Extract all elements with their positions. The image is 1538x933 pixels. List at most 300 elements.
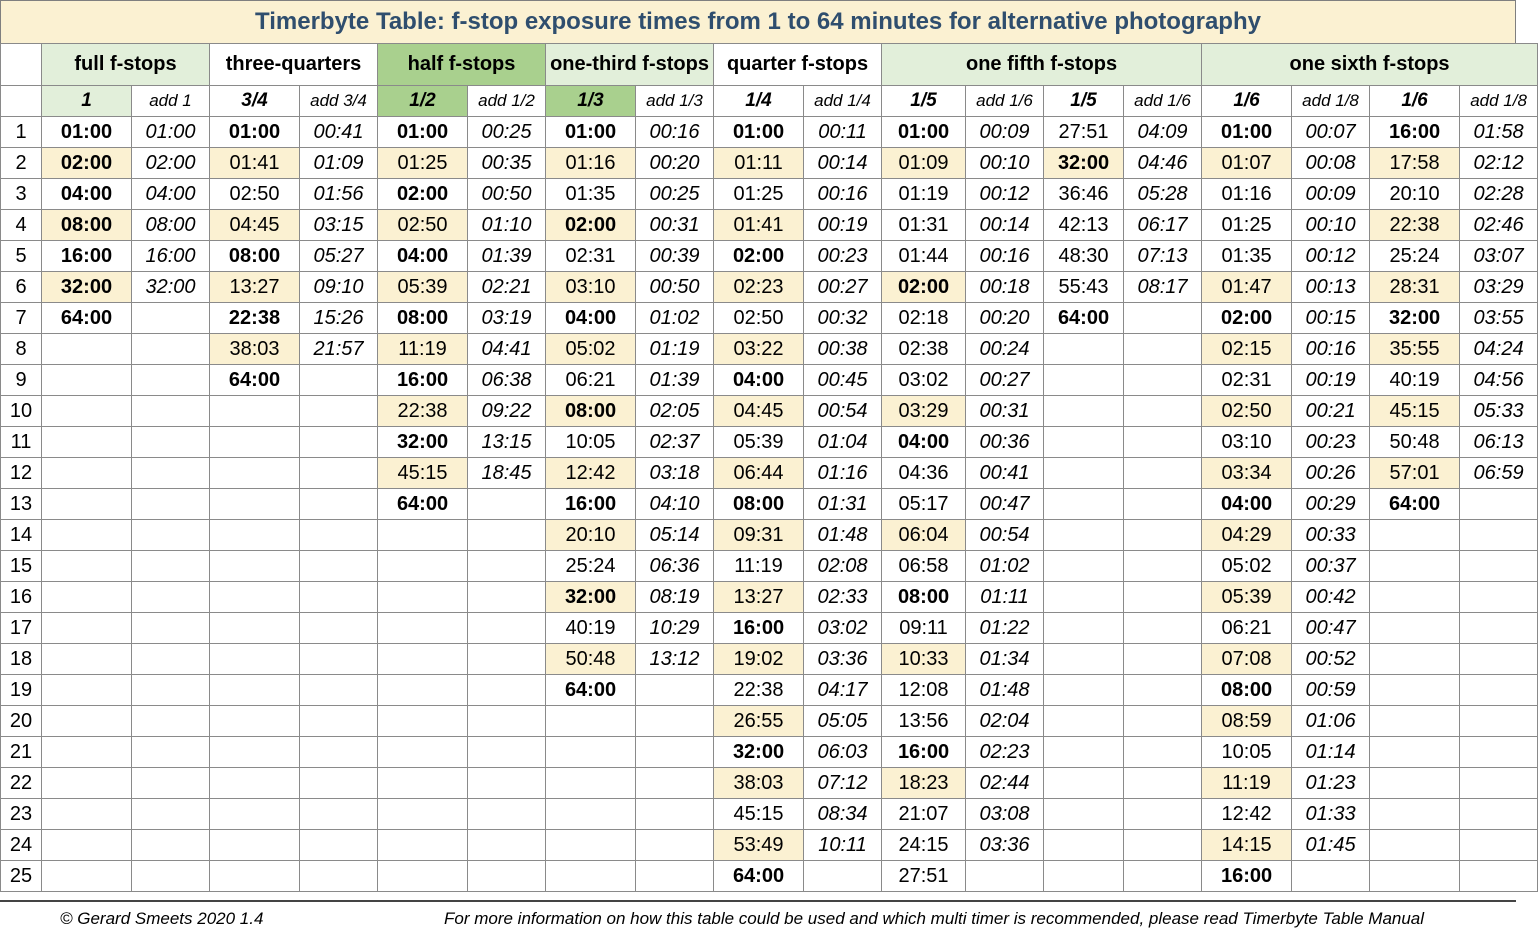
table-cell: 00:42 bbox=[1292, 582, 1370, 613]
table-row bbox=[1, 334, 1538, 365]
table-cell: 00:29 bbox=[1292, 489, 1370, 520]
table-cell bbox=[1044, 706, 1124, 737]
table-cell: 16:00 bbox=[1370, 117, 1460, 148]
table-cell bbox=[1460, 799, 1538, 830]
table-cell: 01:31 bbox=[882, 210, 966, 241]
table-cell: 02:00 bbox=[132, 148, 210, 179]
table-cell: 45:15 bbox=[1370, 396, 1460, 427]
table-cell: 04:00 bbox=[132, 179, 210, 210]
table-cell bbox=[42, 582, 132, 613]
column-header: add 1/3 bbox=[636, 86, 714, 117]
table-cell bbox=[1124, 644, 1202, 675]
table-cell bbox=[1044, 799, 1124, 830]
table-cell: 01:22 bbox=[966, 613, 1044, 644]
table-cell: 38:03 bbox=[210, 334, 300, 365]
table-cell bbox=[300, 582, 378, 613]
table-cell: 06:03 bbox=[804, 737, 882, 768]
table-cell bbox=[1370, 830, 1460, 861]
table-cell bbox=[210, 861, 300, 892]
table-cell: 01:25 bbox=[378, 148, 468, 179]
table-cell: 01:34 bbox=[966, 644, 1044, 675]
table-cell bbox=[300, 706, 378, 737]
table-cell: 50:48 bbox=[1370, 427, 1460, 458]
table-cell bbox=[468, 675, 546, 706]
table-cell: 25:24 bbox=[1370, 241, 1460, 272]
table-cell: 10:05 bbox=[546, 427, 636, 458]
table-row bbox=[1, 365, 1538, 396]
table-cell: 04:09 bbox=[1124, 117, 1202, 148]
table-cell bbox=[210, 582, 300, 613]
table-cell bbox=[1370, 861, 1460, 892]
table-cell bbox=[300, 489, 378, 520]
table-cell: 20:10 bbox=[546, 520, 636, 551]
table-cell: 00:25 bbox=[468, 117, 546, 148]
table-cell: 02:05 bbox=[636, 396, 714, 427]
table-cell: 10:29 bbox=[636, 613, 714, 644]
table-cell: 04:00 bbox=[42, 179, 132, 210]
table-cell bbox=[1044, 396, 1124, 427]
table-cell bbox=[132, 334, 210, 365]
table-cell: 08:17 bbox=[1124, 272, 1202, 303]
table-cell bbox=[42, 551, 132, 582]
table-cell: 06:21 bbox=[1202, 613, 1292, 644]
table-cell: 01:41 bbox=[210, 148, 300, 179]
column-header: add 1/6 bbox=[1124, 86, 1202, 117]
table-cell: 02:04 bbox=[966, 706, 1044, 737]
table-cell: 06:04 bbox=[882, 520, 966, 551]
table-cell bbox=[42, 644, 132, 675]
table-cell: 13:12 bbox=[636, 644, 714, 675]
table-cell: 02:15 bbox=[1202, 334, 1292, 365]
table-cell: 45:15 bbox=[378, 458, 468, 489]
table-cell: 27:51 bbox=[1044, 117, 1124, 148]
corner-cell bbox=[1, 44, 42, 86]
table-cell: 03:19 bbox=[468, 303, 546, 334]
table-cell: 00:16 bbox=[1292, 334, 1370, 365]
table-cell bbox=[1370, 613, 1460, 644]
table-cell: 40:19 bbox=[546, 613, 636, 644]
table-cell bbox=[132, 582, 210, 613]
column-header: 1/2 bbox=[378, 86, 468, 117]
table-cell bbox=[636, 706, 714, 737]
table-cell bbox=[1044, 427, 1124, 458]
group-header: one-third f-stops bbox=[546, 44, 714, 86]
table-cell bbox=[1124, 396, 1202, 427]
table-cell bbox=[1124, 365, 1202, 396]
table-cell: 06:21 bbox=[546, 365, 636, 396]
row-number: 22 bbox=[1, 768, 42, 799]
table-cell bbox=[42, 489, 132, 520]
table-cell bbox=[468, 861, 546, 892]
table-cell bbox=[1370, 551, 1460, 582]
table-cell bbox=[1370, 644, 1460, 675]
table-cell: 01:07 bbox=[1202, 148, 1292, 179]
table-cell bbox=[1044, 551, 1124, 582]
table-cell: 13:15 bbox=[468, 427, 546, 458]
table-cell: 06:59 bbox=[1460, 458, 1538, 489]
row-number: 18 bbox=[1, 644, 42, 675]
table-cell: 13:27 bbox=[714, 582, 804, 613]
table-cell: 27:51 bbox=[882, 861, 966, 892]
table-cell: 48:30 bbox=[1044, 241, 1124, 272]
table-cell: 04:10 bbox=[636, 489, 714, 520]
table-cell: 01:09 bbox=[882, 148, 966, 179]
table-cell bbox=[1370, 768, 1460, 799]
table-cell bbox=[1044, 365, 1124, 396]
table-cell: 03:15 bbox=[300, 210, 378, 241]
table-cell: 08:34 bbox=[804, 799, 882, 830]
table-cell: 01:11 bbox=[966, 582, 1044, 613]
row-number: 25 bbox=[1, 861, 42, 892]
table-row bbox=[1, 675, 1538, 706]
table-cell bbox=[468, 706, 546, 737]
table-cell bbox=[1124, 706, 1202, 737]
table-cell: 04:17 bbox=[804, 675, 882, 706]
table-cell: 00:07 bbox=[1292, 117, 1370, 148]
table-cell: 00:25 bbox=[636, 179, 714, 210]
table-cell: 03:34 bbox=[1202, 458, 1292, 489]
table-cell: 57:01 bbox=[1370, 458, 1460, 489]
table-cell: 00:33 bbox=[1292, 520, 1370, 551]
table-cell bbox=[300, 737, 378, 768]
table-row bbox=[1, 768, 1538, 799]
table-cell: 16:00 bbox=[1202, 861, 1292, 892]
table-cell: 01:00 bbox=[378, 117, 468, 148]
table-cell: 00:27 bbox=[966, 365, 1044, 396]
table-cell bbox=[1124, 861, 1202, 892]
table-cell bbox=[1124, 489, 1202, 520]
table-cell bbox=[300, 768, 378, 799]
row-number: 12 bbox=[1, 458, 42, 489]
table-cell: 01:23 bbox=[1292, 768, 1370, 799]
table-row bbox=[1, 799, 1538, 830]
table-row bbox=[1, 551, 1538, 582]
table-cell: 00:41 bbox=[300, 117, 378, 148]
row-number: 23 bbox=[1, 799, 42, 830]
table-row bbox=[1, 644, 1538, 675]
table-cell: 00:37 bbox=[1292, 551, 1370, 582]
table-cell bbox=[132, 458, 210, 489]
table-cell bbox=[378, 613, 468, 644]
table-cell: 01:39 bbox=[468, 241, 546, 272]
table-cell: 00:35 bbox=[468, 148, 546, 179]
table-cell bbox=[468, 582, 546, 613]
table-cell: 00:50 bbox=[636, 272, 714, 303]
table-cell: 00:50 bbox=[468, 179, 546, 210]
table-cell bbox=[468, 799, 546, 830]
table-cell bbox=[1124, 303, 1202, 334]
table-cell bbox=[1292, 861, 1370, 892]
table-cell bbox=[1460, 551, 1538, 582]
table-cell bbox=[1460, 737, 1538, 768]
table-cell bbox=[636, 737, 714, 768]
table-cell bbox=[210, 489, 300, 520]
row-number: 1 bbox=[1, 117, 42, 148]
table-cell bbox=[636, 861, 714, 892]
table-cell bbox=[42, 520, 132, 551]
footer-note: For more information on how this table could be used and which multi timer is recommended, please read Timerbyte Table Manual bbox=[444, 909, 1425, 928]
table-cell: 01:19 bbox=[882, 179, 966, 210]
table-cell: 00:47 bbox=[1292, 613, 1370, 644]
table-cell bbox=[132, 551, 210, 582]
table-cell bbox=[636, 830, 714, 861]
table-cell: 19:02 bbox=[714, 644, 804, 675]
table-cell: 01:35 bbox=[1202, 241, 1292, 272]
table-cell bbox=[1124, 458, 1202, 489]
table-cell: 64:00 bbox=[378, 489, 468, 520]
table-cell: 00:12 bbox=[1292, 241, 1370, 272]
table-cell bbox=[1460, 861, 1538, 892]
table-cell: 35:55 bbox=[1370, 334, 1460, 365]
table-cell: 01:04 bbox=[804, 427, 882, 458]
table-row bbox=[1, 830, 1538, 861]
table-cell: 00:21 bbox=[1292, 396, 1370, 427]
table-cell: 00:16 bbox=[804, 179, 882, 210]
table-cell: 42:13 bbox=[1044, 210, 1124, 241]
table-cell bbox=[378, 768, 468, 799]
column-header: add 1/2 bbox=[468, 86, 546, 117]
table-cell bbox=[42, 830, 132, 861]
table-cell: 64:00 bbox=[1044, 303, 1124, 334]
table-cell bbox=[132, 861, 210, 892]
table-cell: 08:00 bbox=[42, 210, 132, 241]
table-cell bbox=[42, 396, 132, 427]
table-cell: 20:10 bbox=[1370, 179, 1460, 210]
table-cell: 64:00 bbox=[546, 675, 636, 706]
table-cell: 03:07 bbox=[1460, 241, 1538, 272]
table-cell bbox=[1044, 675, 1124, 706]
footer-credit: © Gerard Smeets 2020 1.4 bbox=[60, 909, 264, 928]
table-cell: 45:15 bbox=[714, 799, 804, 830]
table-cell bbox=[42, 427, 132, 458]
table-cell bbox=[468, 830, 546, 861]
table-cell bbox=[210, 458, 300, 489]
table-cell: 02:23 bbox=[966, 737, 1044, 768]
table-cell: 16:00 bbox=[42, 241, 132, 272]
table-cell: 02:00 bbox=[714, 241, 804, 272]
table-cell: 00:19 bbox=[804, 210, 882, 241]
table-cell bbox=[300, 644, 378, 675]
table-cell bbox=[1044, 520, 1124, 551]
table-cell bbox=[132, 427, 210, 458]
row-number: 4 bbox=[1, 210, 42, 241]
table-cell bbox=[210, 396, 300, 427]
column-header: add 1/6 bbox=[966, 86, 1044, 117]
table-cell: 01:00 bbox=[882, 117, 966, 148]
table-cell bbox=[1124, 768, 1202, 799]
table-cell: 01:16 bbox=[546, 148, 636, 179]
table-cell bbox=[1460, 582, 1538, 613]
table-cell bbox=[546, 768, 636, 799]
table-cell bbox=[132, 830, 210, 861]
table-cell bbox=[1370, 675, 1460, 706]
table-cell: 06:36 bbox=[636, 551, 714, 582]
table-cell: 00:41 bbox=[966, 458, 1044, 489]
table-cell: 07:13 bbox=[1124, 241, 1202, 272]
column-header: add 1 bbox=[132, 86, 210, 117]
table-cell bbox=[1124, 613, 1202, 644]
table-cell: 01:10 bbox=[468, 210, 546, 241]
table-cell: 32:00 bbox=[378, 427, 468, 458]
table-cell bbox=[1044, 768, 1124, 799]
table-cell: 07:08 bbox=[1202, 644, 1292, 675]
table-cell bbox=[1044, 334, 1124, 365]
table-cell: 04:00 bbox=[882, 427, 966, 458]
table-cell: 01:16 bbox=[804, 458, 882, 489]
table-cell: 14:15 bbox=[1202, 830, 1292, 861]
table-cell: 02:12 bbox=[1460, 148, 1538, 179]
table-cell: 00:16 bbox=[636, 117, 714, 148]
table-cell: 32:00 bbox=[132, 272, 210, 303]
table-cell: 04:46 bbox=[1124, 148, 1202, 179]
table-cell: 00:26 bbox=[1292, 458, 1370, 489]
table-cell bbox=[636, 675, 714, 706]
table-cell: 08:59 bbox=[1202, 706, 1292, 737]
table-cell: 01:56 bbox=[300, 179, 378, 210]
table-cell: 08:00 bbox=[210, 241, 300, 272]
table-cell: 18:23 bbox=[882, 768, 966, 799]
table-cell: 03:29 bbox=[882, 396, 966, 427]
table-cell: 10:33 bbox=[882, 644, 966, 675]
table-cell: 05:02 bbox=[1202, 551, 1292, 582]
row-number: 24 bbox=[1, 830, 42, 861]
table-cell bbox=[1124, 830, 1202, 861]
table-cell: 00:23 bbox=[804, 241, 882, 272]
table-cell bbox=[1124, 799, 1202, 830]
table-cell: 01:58 bbox=[1460, 117, 1538, 148]
table-cell: 05:33 bbox=[1460, 396, 1538, 427]
table-cell: 12:42 bbox=[1202, 799, 1292, 830]
table-cell: 10:05 bbox=[1202, 737, 1292, 768]
table-cell bbox=[1460, 520, 1538, 551]
table-cell: 00:12 bbox=[966, 179, 1044, 210]
table-row bbox=[1, 861, 1538, 892]
table-cell: 36:46 bbox=[1044, 179, 1124, 210]
table-cell: 01:35 bbox=[546, 179, 636, 210]
table-cell: 00:11 bbox=[804, 117, 882, 148]
column-header: 1/3 bbox=[546, 86, 636, 117]
table-cell: 09:22 bbox=[468, 396, 546, 427]
table-cell: 13:56 bbox=[882, 706, 966, 737]
table-cell: 00:09 bbox=[1292, 179, 1370, 210]
table-cell: 01:09 bbox=[300, 148, 378, 179]
table-cell: 00:39 bbox=[636, 241, 714, 272]
table-cell: 16:00 bbox=[882, 737, 966, 768]
table-cell bbox=[546, 799, 636, 830]
table-cell: 04:00 bbox=[714, 365, 804, 396]
column-header: add 1/8 bbox=[1292, 86, 1370, 117]
table-cell bbox=[300, 675, 378, 706]
table-cell: 03:36 bbox=[966, 830, 1044, 861]
table-cell: 03:36 bbox=[804, 644, 882, 675]
table-cell bbox=[132, 675, 210, 706]
table-cell bbox=[1370, 582, 1460, 613]
table-cell: 01:06 bbox=[1292, 706, 1370, 737]
table-cell: 02:50 bbox=[378, 210, 468, 241]
table-cell: 00:18 bbox=[966, 272, 1044, 303]
table-cell bbox=[1044, 458, 1124, 489]
table-cell bbox=[132, 520, 210, 551]
table-cell bbox=[300, 365, 378, 396]
table-cell bbox=[1044, 737, 1124, 768]
table-cell: 03:08 bbox=[966, 799, 1044, 830]
table-cell: 03:02 bbox=[882, 365, 966, 396]
table-cell bbox=[1460, 644, 1538, 675]
group-header: full f-stops bbox=[42, 44, 210, 86]
table-cell bbox=[1124, 334, 1202, 365]
table-cell bbox=[1044, 644, 1124, 675]
table-cell: 00:31 bbox=[636, 210, 714, 241]
row-number: 21 bbox=[1, 737, 42, 768]
table-row bbox=[1, 489, 1538, 520]
table-cell bbox=[42, 768, 132, 799]
table-cell bbox=[210, 427, 300, 458]
row-number: 19 bbox=[1, 675, 42, 706]
table-row bbox=[1, 520, 1538, 551]
column-header: 3/4 bbox=[210, 86, 300, 117]
table-cell: 08:00 bbox=[714, 489, 804, 520]
table-cell: 16:00 bbox=[546, 489, 636, 520]
table-cell: 05:17 bbox=[882, 489, 966, 520]
table-cell bbox=[300, 520, 378, 551]
table-cell: 04:00 bbox=[546, 303, 636, 334]
table-cell: 40:19 bbox=[1370, 365, 1460, 396]
table-row bbox=[1, 303, 1538, 334]
table-cell: 01:33 bbox=[1292, 799, 1370, 830]
table-row bbox=[1, 427, 1538, 458]
table-cell: 04:41 bbox=[468, 334, 546, 365]
table-cell: 09:10 bbox=[300, 272, 378, 303]
row-number: 6 bbox=[1, 272, 42, 303]
column-header: add 1/4 bbox=[804, 86, 882, 117]
table-cell bbox=[210, 768, 300, 799]
table-cell: 01:14 bbox=[1292, 737, 1370, 768]
table-cell bbox=[132, 768, 210, 799]
table-cell: 32:00 bbox=[714, 737, 804, 768]
table-cell bbox=[1370, 737, 1460, 768]
table-cell: 22:38 bbox=[714, 675, 804, 706]
table-cell: 03:02 bbox=[804, 613, 882, 644]
table-cell: 01:02 bbox=[636, 303, 714, 334]
table-cell bbox=[300, 551, 378, 582]
table-cell bbox=[1044, 861, 1124, 892]
table-cell bbox=[1460, 830, 1538, 861]
table-cell: 01:00 bbox=[546, 117, 636, 148]
table-row bbox=[1, 613, 1538, 644]
table-cell: 16:00 bbox=[378, 365, 468, 396]
table-cell: 06:17 bbox=[1124, 210, 1202, 241]
table-row bbox=[1, 737, 1538, 768]
table-cell: 05:27 bbox=[300, 241, 378, 272]
table-cell: 01:00 bbox=[42, 117, 132, 148]
table-cell: 13:27 bbox=[210, 272, 300, 303]
table-cell: 06:58 bbox=[882, 551, 966, 582]
table-cell bbox=[132, 706, 210, 737]
column-header: 1/6 bbox=[1202, 86, 1292, 117]
table-cell bbox=[546, 737, 636, 768]
group-header: one fifth f-stops bbox=[882, 44, 1202, 86]
table-cell: 16:00 bbox=[132, 241, 210, 272]
table-cell: 01:48 bbox=[804, 520, 882, 551]
table-cell bbox=[1370, 706, 1460, 737]
table-cell: 11:19 bbox=[1202, 768, 1292, 799]
table-cell: 00:47 bbox=[966, 489, 1044, 520]
footer bbox=[0, 900, 1516, 933]
column-header: add 1/8 bbox=[1460, 86, 1538, 117]
table-cell: 05:05 bbox=[804, 706, 882, 737]
row-number: 14 bbox=[1, 520, 42, 551]
table-cell bbox=[42, 861, 132, 892]
